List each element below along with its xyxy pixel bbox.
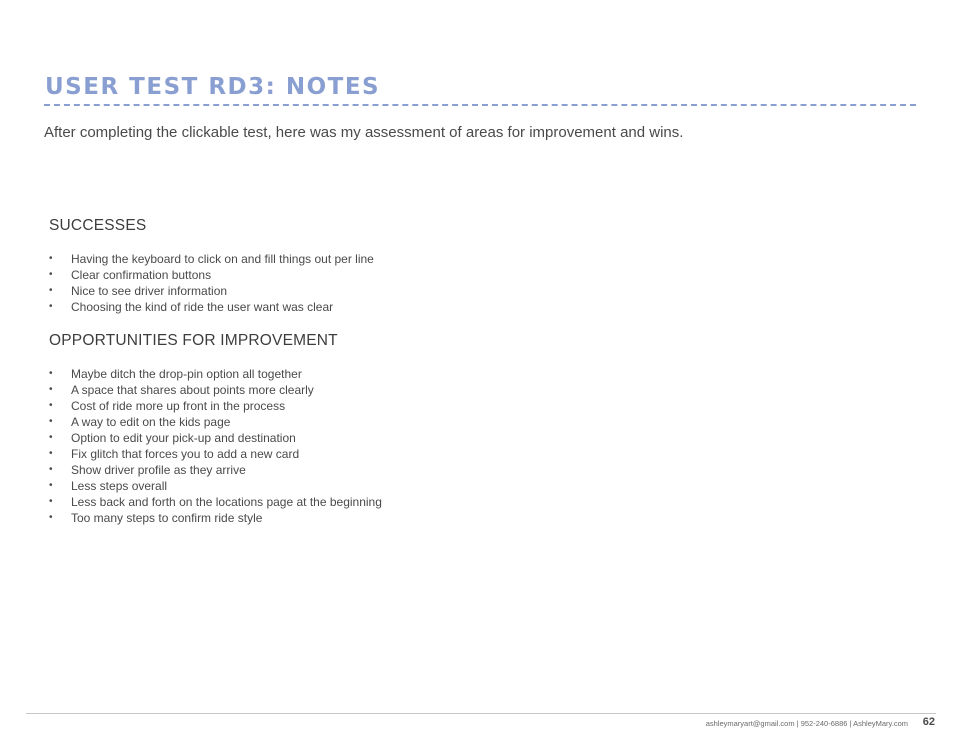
bullet-icon: • [49,416,53,427]
bullet-icon: • [49,269,53,280]
bullet-icon: • [49,384,53,395]
list-item-text: Too many steps to confirm ride style [71,511,263,525]
opportunities-heading: OPPORTUNITIES FOR IMPROVEMENT [49,332,338,349]
list-item [49,430,382,446]
bullet-icon: • [49,448,53,459]
list-item-text: Clear confirmation buttons [71,268,212,282]
list-item-text: Fix glitch that forces you to add a new card [71,447,300,461]
list-item-text: A space that shares about points more clearly [71,383,314,397]
list-item-text: Less steps overall [71,479,168,493]
list-item-text: Maybe ditch the drop-pin option all together [71,367,302,381]
list-item [49,366,382,382]
list-item [49,446,382,462]
intro-text: After completing the clickable test, here was my assessment of areas for improvement and wins. [44,124,684,141]
list-item [49,283,374,299]
opportunities-list [49,366,382,526]
list-item [49,462,382,478]
list-item [49,398,382,414]
bullet-icon: • [49,496,53,507]
bullet-icon: • [49,301,53,312]
list-item-text: Having the keyboard to click on and fill things out per line [71,252,374,266]
list-item [49,494,382,510]
list-item-text: Option to edit your pick-up and destination [71,431,296,445]
bullet-icon: • [49,464,53,475]
list-item [49,267,374,283]
bullet-icon: • [49,480,53,491]
list-item [49,510,382,526]
bullet-icon: • [49,285,53,296]
bullet-icon: • [49,432,53,443]
list-item [49,478,382,494]
list-item-text: Choosing the kind of ride the user want was clear [71,300,334,314]
title-dashed-divider [44,104,916,106]
successes-list [49,251,374,315]
list-item [49,299,374,315]
footer-divider [26,713,936,714]
bullet-icon: • [49,400,53,411]
list-item-text: A way to edit on the kids page [71,415,231,429]
list-item [49,251,374,267]
successes-heading: SUCCESSES [49,217,147,234]
list-item-text: Nice to see driver information [71,284,228,298]
bullet-icon: • [49,253,53,264]
list-item-text: Less back and forth on the locations page at the beginning [71,495,382,509]
page-number: 62 [922,716,935,728]
bullet-icon: • [49,512,53,523]
footer-contact: ashleymaryart@gmail.com | 952-240-6886 | AshleyMary.com [705,719,908,728]
list-item [49,382,382,398]
list-item [49,414,382,430]
list-item-text: Cost of ride more up front in the process [71,399,286,413]
bullet-icon: • [49,368,53,379]
page-title: USER TEST RD3: NOTES [45,74,381,100]
list-item-text: Show driver profile as they arrive [71,463,246,477]
